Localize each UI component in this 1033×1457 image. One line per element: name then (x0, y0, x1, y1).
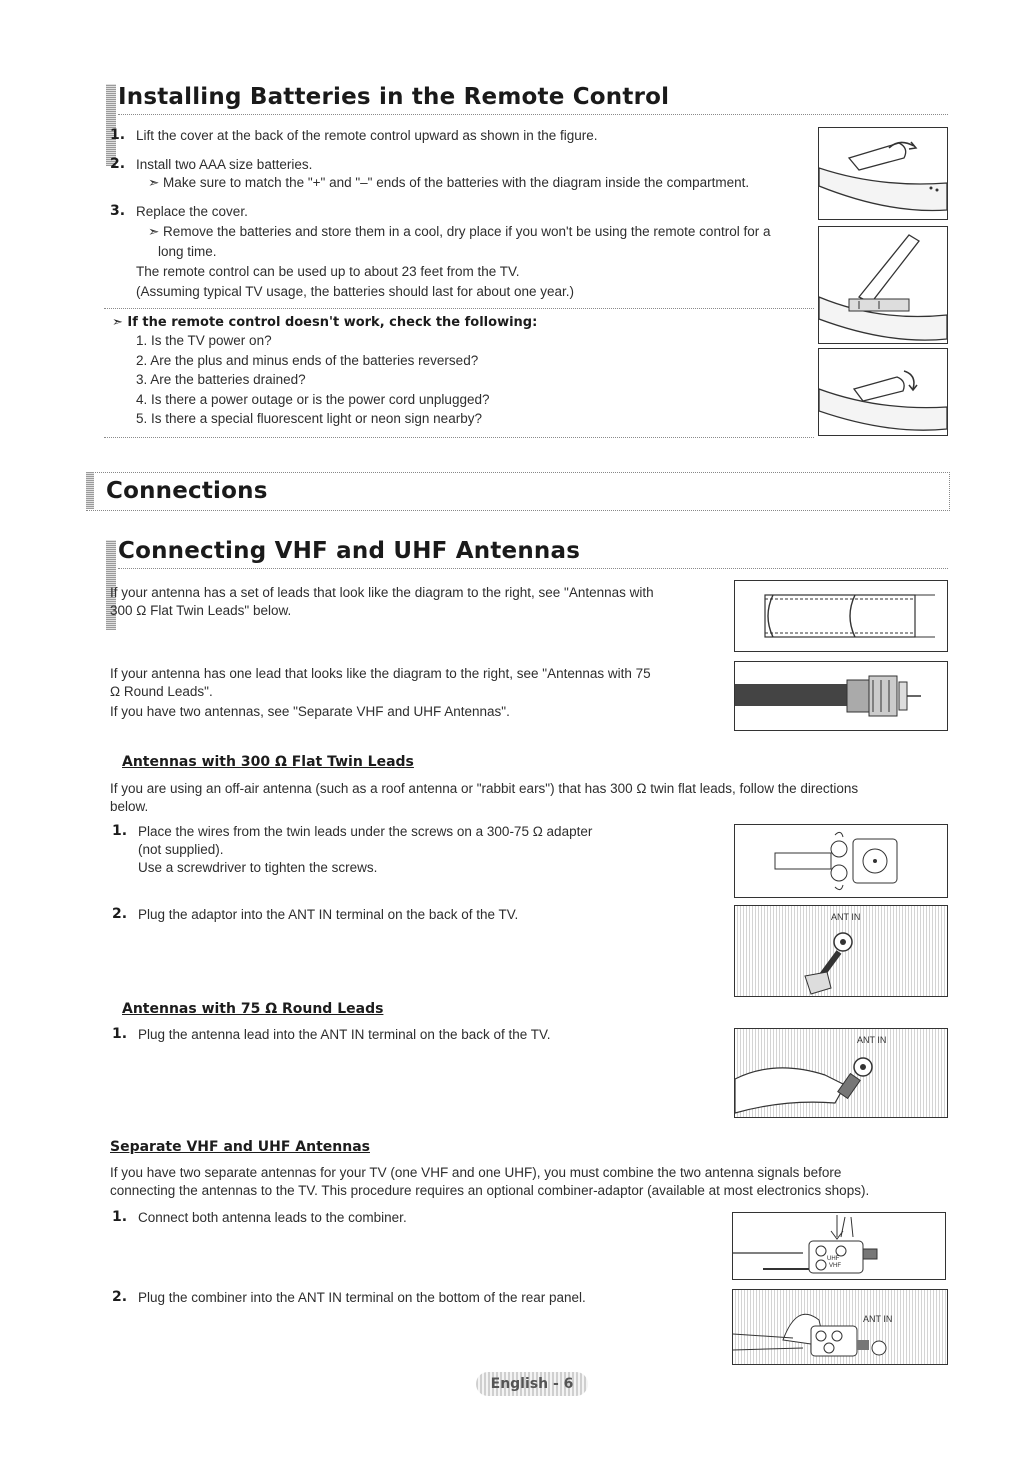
separate-desc: connecting the antennas to the TV. This procedure requires an optional combiner-adaptor (available at most electronics shops). (110, 1183, 870, 1198)
combiner-ant-in-figure (732, 1289, 948, 1365)
flat-leads-heading: Antennas with 300 Ω Flat Twin Leads (122, 754, 414, 770)
step-number: 2. (112, 1289, 128, 1305)
remote-replace-cover-figure (818, 348, 948, 436)
combiner-figure (732, 1212, 946, 1280)
intro-text: Ω Round Leads". (110, 684, 213, 699)
vhf-label: VHF (829, 1263, 841, 1269)
batteries-title: Installing Batteries in the Remote Control (118, 84, 670, 110)
intro-text: If your antenna has one lead that looks like the diagram to the right, see "Antennas with 75 (110, 666, 651, 681)
adapter-figure (734, 824, 948, 898)
title-rule (118, 114, 948, 115)
step-text: Use a screwdriver to tighten the screws. (138, 860, 378, 875)
step-text: Lift the cover at the back of the remote control upward as shown in the figure. (136, 128, 598, 143)
check-item: 3. Are the batteries drained? (136, 372, 306, 387)
check-item: 5. Is there a special fluorescent light or neon sign nearby? (136, 411, 482, 426)
uhf-label: UHF (827, 1256, 840, 1262)
step-note: (Assuming typical TV usage, the batteries should last for about one year.) (136, 284, 574, 299)
step-text: Connect both antenna leads to the combiner. (138, 1210, 407, 1225)
step-text: Plug the adaptor into the ANT IN terminal on the back of the TV. (138, 907, 519, 922)
step-text: (not supplied). (138, 842, 224, 857)
separate-desc: If you have two separate antennas for your TV (one VHF and one UHF), you must combine the two antenna signals before (110, 1165, 842, 1180)
ant-in-label: ANT IN (857, 1035, 887, 1045)
round-lead-figure (734, 661, 948, 731)
ant-in-flat-figure (734, 905, 948, 997)
step-number: 3. (110, 203, 126, 219)
step-text: Install two AAA size batteries. (136, 157, 313, 172)
step-text: Plug the antenna lead into the ANT IN terminal on the back of the TV. (138, 1027, 551, 1042)
flat-leads-desc: If you are using an off-air antenna (such as a roof antenna or "rabbit ears") that has 300 Ω twin flat leads, follow the directions (110, 781, 859, 796)
separate-heading: Separate VHF and UHF Antennas (110, 1139, 370, 1155)
section-rule (104, 308, 814, 309)
round-leads-heading: Antennas with 75 Ω Round Leads (122, 1001, 384, 1017)
step-text: Replace the cover. (136, 204, 248, 219)
step-note: The remote control can be used up to about 23 feet from the TV. (136, 264, 520, 279)
step-number: 1. (110, 127, 126, 143)
step-text: Place the wires from the twin leads under the screws on a 300-75 Ω adapter (138, 824, 593, 839)
intro-text: If you have two antennas, see "Separate VHF and UHF Antennas". (110, 704, 510, 719)
intro-text: If your antenna has a set of leads that look like the diagram to the right, see "Antennas with (110, 585, 654, 600)
check-item: 4. Is there a power outage or is the power cord unplugged? (136, 392, 490, 407)
check-item: 2. Are the plus and minus ends of the batteries reversed? (136, 353, 479, 368)
ant-in-label: ANT IN (831, 912, 861, 922)
intro-text: 300 Ω Flat Twin Leads" below. (110, 603, 292, 618)
page-number: English - 6 (476, 1372, 588, 1396)
step-note: ➣ Remove the batteries and store them in a cool, dry place if you won't be using the remote control for a (148, 224, 771, 239)
step-text: Plug the combiner into the ANT IN terminal on the bottom of the rear panel. (138, 1290, 586, 1305)
section-rule (104, 437, 814, 438)
step-number: 1. (112, 1209, 128, 1225)
ant-in-label: ANT IN (863, 1314, 893, 1324)
remote-battery-figure (818, 226, 948, 344)
connections-title: Connections (106, 478, 268, 504)
flat-twin-lead-figure (734, 580, 948, 652)
antennas-title: Connecting VHF and UHF Antennas (118, 538, 581, 564)
flat-leads-desc: below. (110, 799, 149, 814)
step-number: 2. (110, 156, 126, 172)
step-number: 1. (112, 823, 128, 839)
remote-cover-lift-figure (818, 127, 948, 220)
check-heading: ➣ If the remote control doesn't work, check the following: (112, 315, 538, 330)
ant-in-round-figure (734, 1028, 948, 1118)
check-item: 1. Is the TV power on? (136, 333, 272, 348)
title-rule (118, 568, 948, 569)
step-number: 2. (112, 906, 128, 922)
step-note: long time. (158, 244, 217, 259)
step-note: ➣ Make sure to match the "+" and "–" ends of the batteries with the diagram inside the compartment. (148, 175, 750, 190)
heading-bar (106, 84, 116, 166)
banner-stripe (86, 472, 94, 509)
step-number: 1. (112, 1026, 128, 1042)
